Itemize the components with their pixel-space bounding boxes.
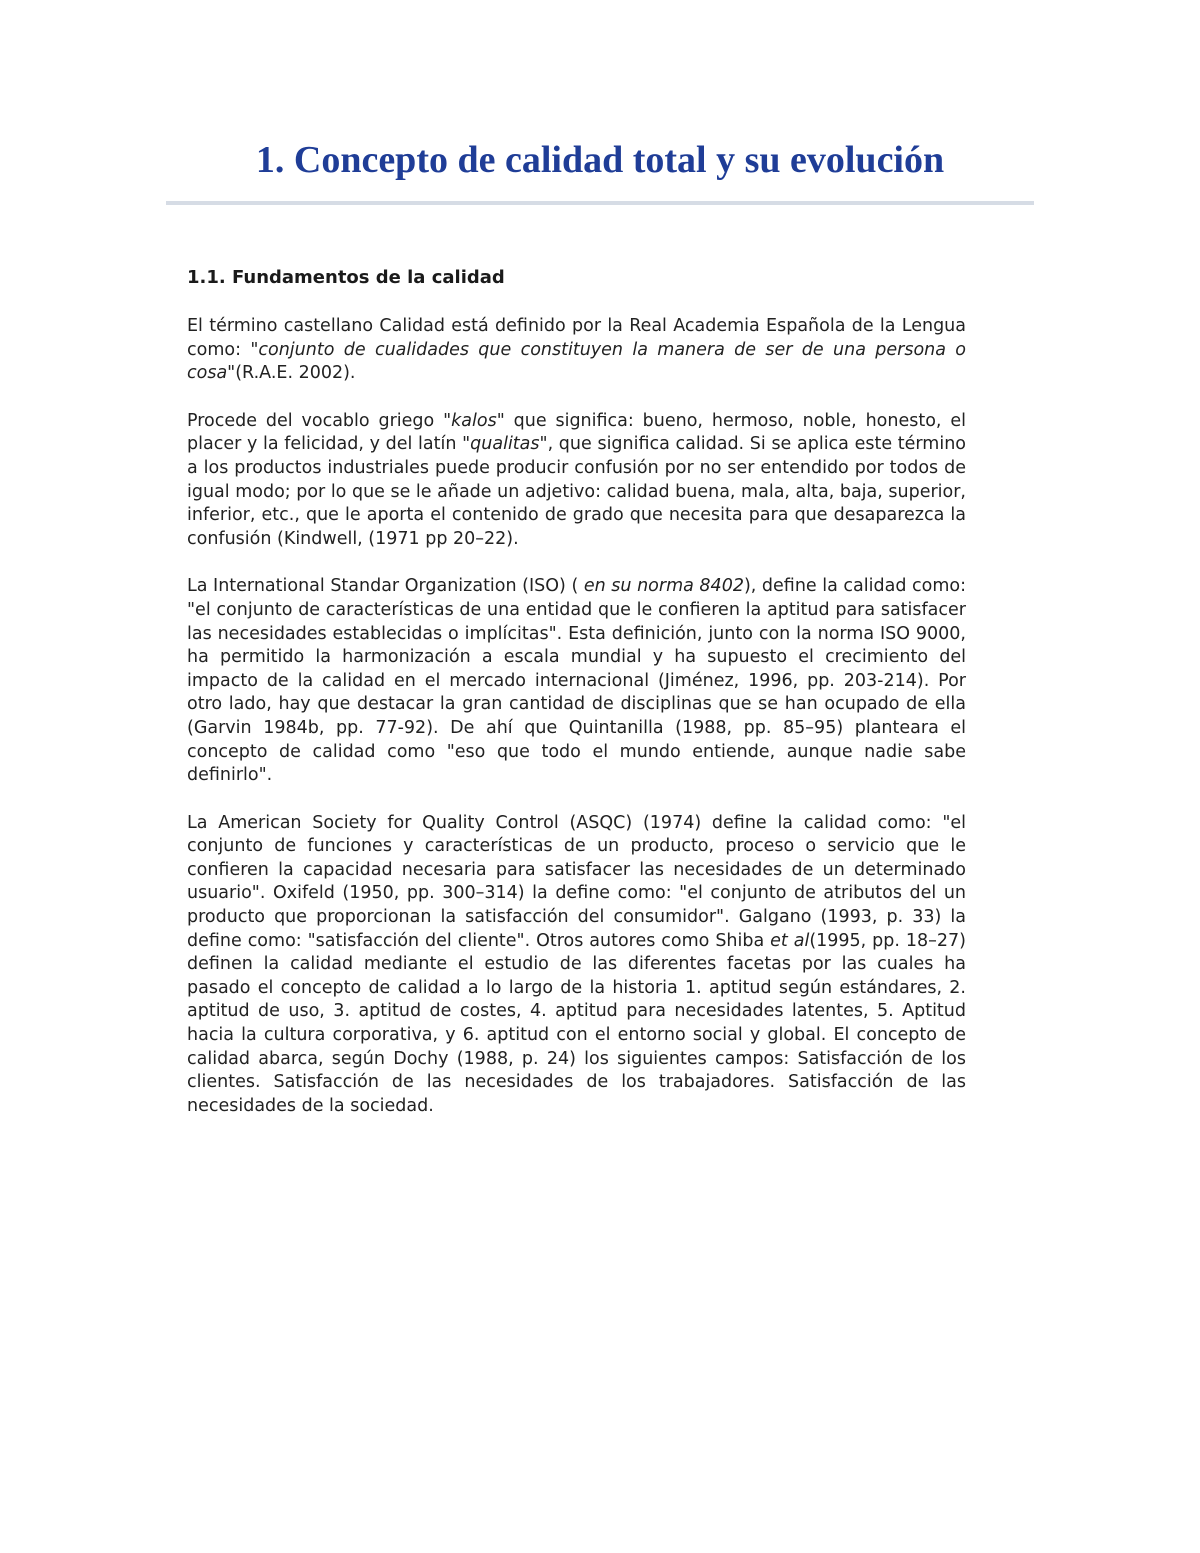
paragraph-text: (R.A.E. 2002). xyxy=(235,363,356,384)
paragraph-text: (1995, pp. 18–27) definen la calidad mediante el estudio de las diferentes facetas por las cuales ha pasado el concepto de calidad a lo largo de la historia 1. aptitud según estándares, 2. aptitud de uso, 3. aptitud de costes, 4. aptitud para necesidades latentes, 5. Aptitud hacia la cultura corporativa, y 6. aptitud con el entorno social y global. El concepto de calidad abarca, según Dochy (1988, p. 24) los siguientes campos: Satisfacción de los clientes. Satisfacción de las necesidades de los trabajadores. Satisfacción de las necesidades de la sociedad. xyxy=(187,930,966,1116)
paragraph-etymology xyxy=(187,410,966,552)
title-divider xyxy=(166,201,1034,205)
paragraph-text: que significa: bueno, hermoso, noble, honesto, el placer y la felicidad, y del latín " xyxy=(187,410,966,455)
section-heading: 1.1. Fundamentos de la calidad xyxy=(187,267,505,288)
paragraph-text: Procede del vocablo griego " xyxy=(187,410,452,431)
paragraph-text: ), define la calidad como: "el conjunto de características de una entidad que le confieren la aptitud para satisfacer las necesidades establecidas o implícitas". Esta definición, junto con la norma ISO 9000, ha permitido la harmonización a escala mundial y ha supuesto el crecimiento del impacto de la calidad en el mercado internacional (Jiménez, 1996, pp. 203-214). Por otro lado, hay que destacar la gran cantidad de disciplinas que se han ocupado de ella (Garvin 1984b, pp. 77-92). De ahí que Quintanilla (1988, pp. 85–95) planteara el concepto de calidad como "eso que todo el mundo entiende, aunque nadie sabe definirlo". xyxy=(187,576,966,786)
paragraph-italic-text: qualitas xyxy=(470,434,540,455)
paragraph-italic-text: et al xyxy=(770,930,810,951)
document-body xyxy=(187,265,966,1142)
paragraph-text: El término castellano Calidad está definido por la Real Academia Española de la Lengua como: xyxy=(187,316,966,360)
paragraph-iso-definition xyxy=(187,575,966,787)
paragraph-definition-rae xyxy=(187,315,966,386)
paragraph-asqc-definition xyxy=(187,812,966,1119)
paragraph-text: La International Standar Organization (ISO) ( xyxy=(187,576,584,597)
paragraph-text: La American Society for Quality Control (ASQC) (1974) define la calidad como: "el conjunto de funciones y características de un producto, proceso o servicio que le confieren la capacidad necesaria para satisfacer las necesidades de un determinado usuario". Oxifeld (1950, pp. 300–314) la define como: "el conjunto de atributos del un producto que proporcionan la satisfacción del consumidor". Galgano (1993, p. 33) la define como: "satisfacción del cliente". Otros autores como Shiba xyxy=(187,812,966,951)
paragraph-text: ", que significa calidad. Si se aplica este término a los productos industriales puede producir confusión por no ser entendido por todos de igual modo; por lo que se le añade un adjetivo: calidad buena, mala, alta, baja, superior, inferior, etc., que le aporta el contenido de grado que necesita para que desaparezca la confusión (Kindwell, (1971 pp 20–22). xyxy=(187,434,966,549)
page-title: 1. Concepto de calidad total y su evolución xyxy=(255,139,945,181)
paragraph-italic-text: en su norma 8402 xyxy=(583,576,744,597)
paragraph-italic-text: "conjunto de cualidades que constituyen la manera de ser de una persona o cosa" xyxy=(187,339,967,384)
paragraph-italic-text: kalos" xyxy=(451,410,505,431)
